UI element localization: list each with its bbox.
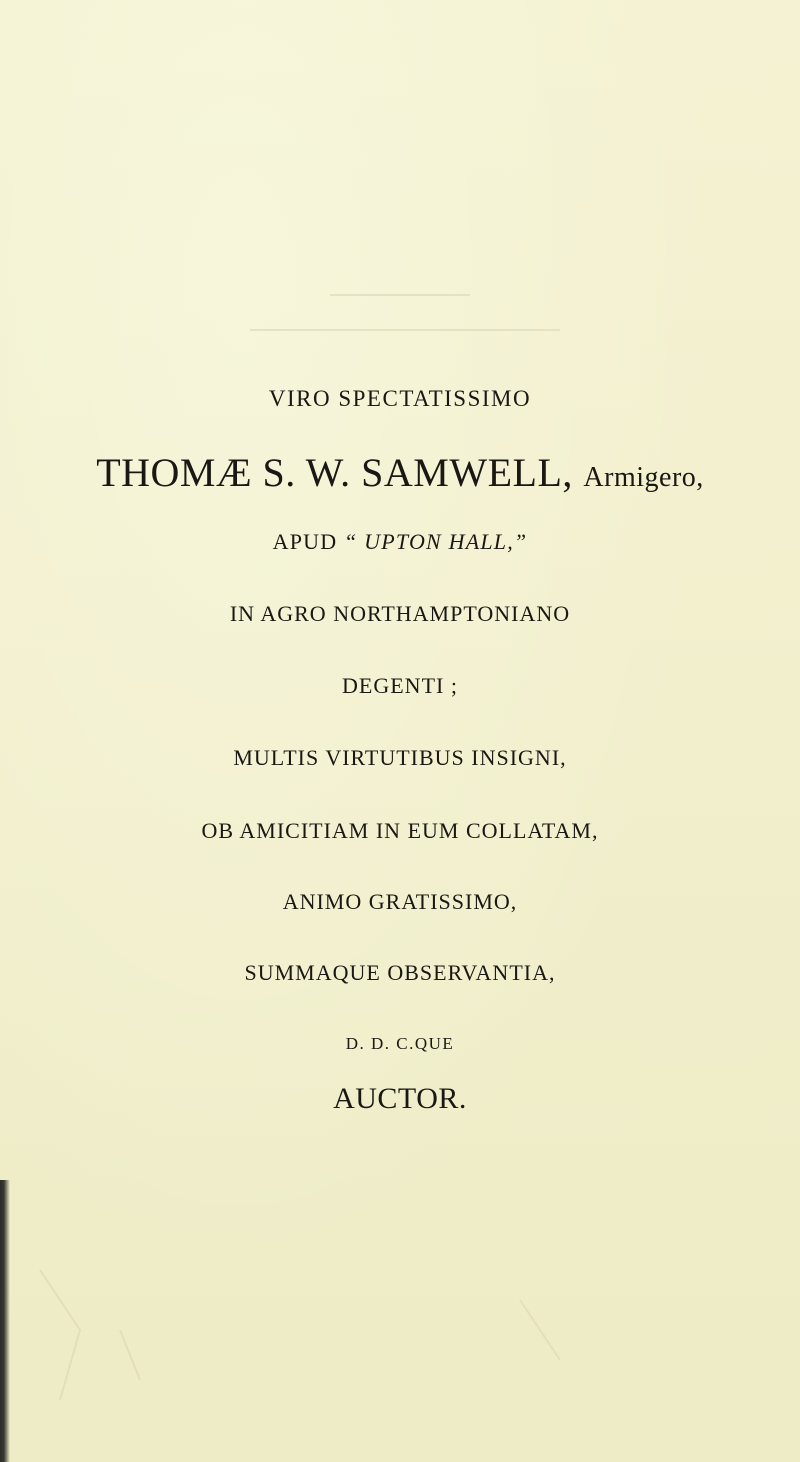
dedicatee-title: Armigero, [583, 462, 704, 493]
dedication-heading: VIRO SPECTATISSIMO [268, 386, 532, 411]
page-edge-shadow [0, 1180, 10, 1462]
virtues-line: MULTIS VIRTUTIBUS INSIGNI, [233, 745, 567, 770]
dedication-formula: D. D. C.QUE [345, 1034, 455, 1053]
residence-line [0, 529, 800, 555]
dedicatee-name-main: THOMÆ S. W. SAMWELL, [96, 450, 573, 495]
author-line: AUCTOR. [333, 1082, 467, 1115]
degenti-line: DEGENTI ; [342, 673, 458, 698]
residence-place: “ UPTON HALL,” [344, 529, 528, 554]
apud-label: APUD [272, 529, 338, 554]
observance-line: SUMMAQUE OBSERVANTIA, [244, 960, 556, 985]
county-line: IN AGRO NORTHAMPTONIANO [229, 601, 571, 626]
gratitude-line: ANIMO GRATISSIMO, [282, 889, 518, 914]
dedicatee-name [0, 449, 800, 496]
friendship-line: OB AMICITIAM IN EUM COLLATAM, [201, 818, 599, 843]
